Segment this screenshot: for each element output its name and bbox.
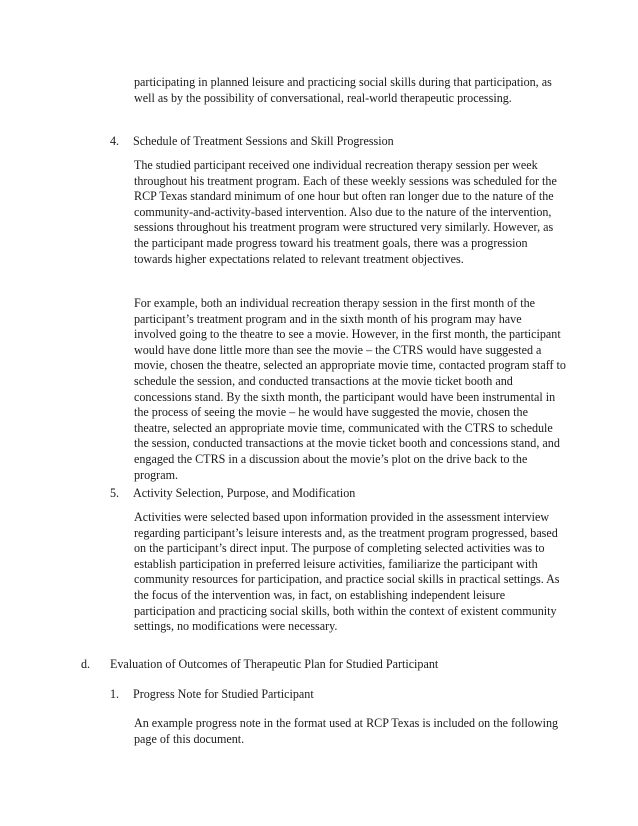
continuation-paragraph: participating in planned leisure and practicing social skills during that participation, as well as by the possibility of conversational, real-world therapeutic processing. xyxy=(134,75,552,105)
section-5-paragraph-1: Activities were selected based upon information provided in the assessment interview regarding participant’s leisure interests and, as the treatment program progressed, based on the participant’s direct input. The purpose of completing selected activities was to establish participation in preferred leisure activities, familiarize the participant with community resources for participation, and practice social skills in practical settings. As the focus of the intervention was, in fact, on establishing independent leisure participation and practicing social skills, both within the context of existent community settings, no modifications were necessary. xyxy=(134,510,560,634)
section-5-title: Activity Selection, Purpose, and Modification xyxy=(133,486,356,500)
section-4-number: 4. xyxy=(110,134,120,148)
section-4-title: Schedule of Treatment Sessions and Skill Progression xyxy=(133,134,394,148)
section-d-title: Evaluation of Outcomes of Therapeutic Plan for Studied Participant xyxy=(110,657,439,671)
section-4-paragraph-2: For example, both an individual recreation therapy session in the first month of the participant’s treatment program and in the sixth month of his program may have involved going to the theatre to see a movie. However, in the first month, the participant would have done little more than see the movie – the CTRS would have suggested a movie, chosen the theatre, selected an appropriate movie time, contacted program staff to schedule the session, and conducted transactions at the movie ticket booth and concessions stand. By the sixth month, the participant would have been instrumental in the process of seeing the movie – he would have suggested the movie, chosen the theatre, selected an appropriate movie time, communicated with the CTRS to schedule the session, conducted transactions at the movie ticket booth and concessions stand, and engaged the CTRS in a discussion about the movie’s plot on the drive back to the program. xyxy=(134,296,566,482)
section-5-number: 5. xyxy=(110,486,120,500)
section-d1-number: 1. xyxy=(110,687,120,701)
section-d-letter: d. xyxy=(81,657,91,671)
section-4-paragraph-1: The studied participant received one individual recreation therapy session per week throughout his treatment program. Each of these weekly sessions was scheduled for the RCP Texas standard minimum of one hour but often ran longer due to the nature of the community-and-activity-based intervention. Also due to the nature of the intervention, sessions throughout his treatment program were structured very similarly. However, as the participant made progress toward his treatment goals, there was a progression towards higher expectations related to relevant treatment objectives. xyxy=(134,158,557,266)
section-d1-title: Progress Note for Studied Participant xyxy=(133,687,314,701)
section-d1-paragraph-1: An example progress note in the format used at RCP Texas is included on the following page of this document. xyxy=(134,716,559,746)
